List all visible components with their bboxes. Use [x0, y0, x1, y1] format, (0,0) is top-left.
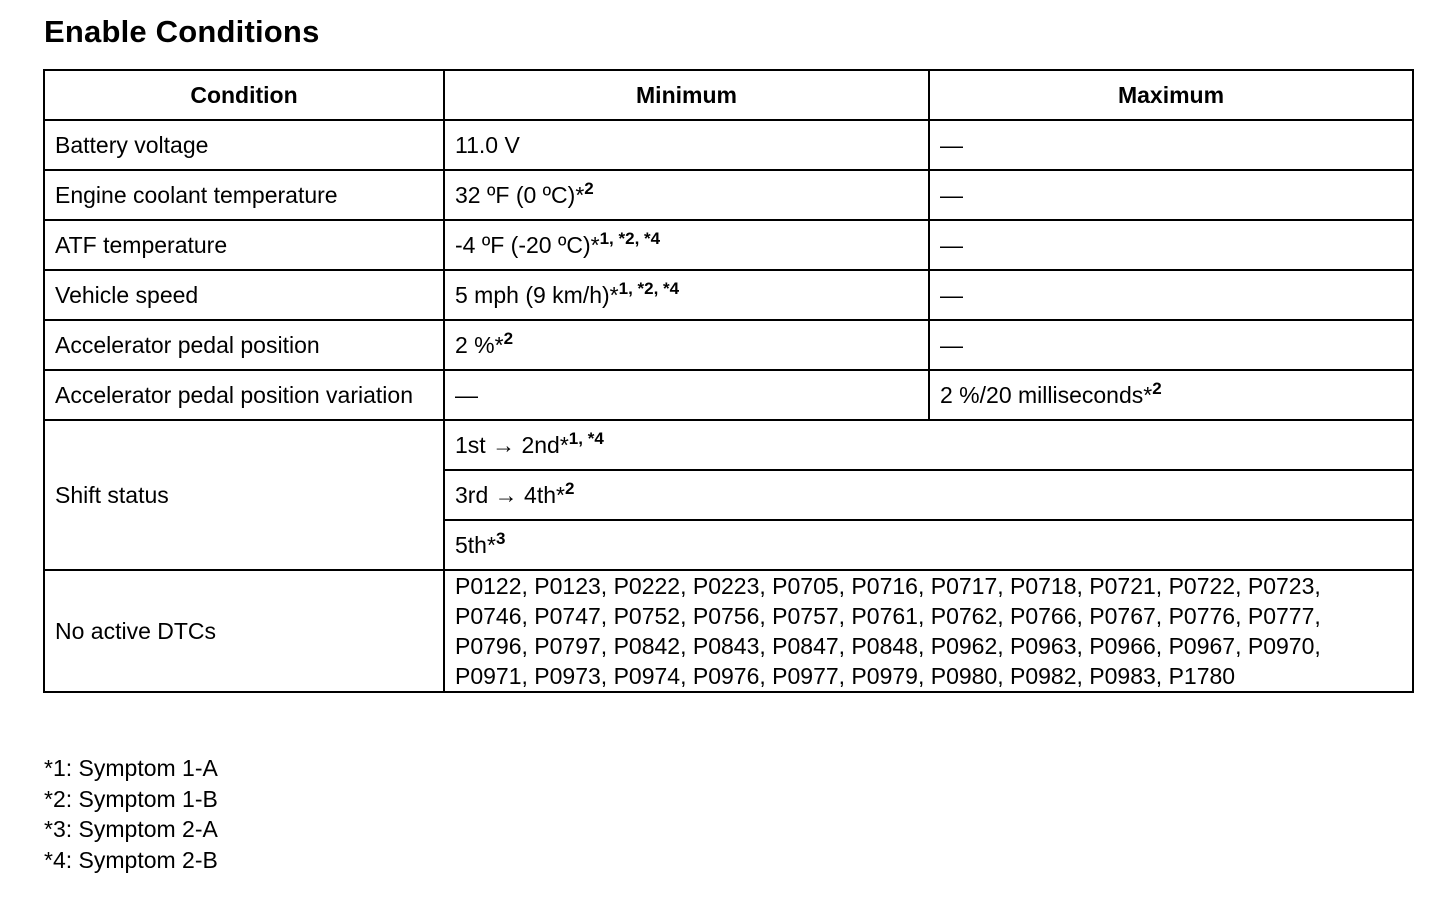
dtc-line: P0122, P0123, P0222, P0223, P0705, P0716, P0717, P0718, P0721, P0722, P0723,	[455, 573, 1321, 599]
footnote-ref: 3	[495, 529, 506, 548]
shift-status-value: 5th*	[455, 532, 496, 558]
footnote: *3: Symptom 2-A	[44, 816, 218, 842]
table-row	[44, 220, 1413, 270]
dtc-line: P0796, P0797, P0842, P0843, P0847, P0848, P0962, P0963, P0966, P0967, P0970,	[455, 633, 1321, 659]
minimum-value: —	[455, 382, 478, 408]
maximum-value: 2 %/20 milliseconds*	[940, 382, 1153, 408]
maximum-cell	[929, 120, 1413, 170]
footnote-ref: 2	[564, 479, 575, 498]
dtc-label: No active DTCs	[44, 570, 444, 692]
dtc-list	[444, 570, 1413, 692]
minimum-cell	[444, 320, 929, 370]
footnote-ref: 2	[503, 329, 514, 348]
shift-status-value: 3rd → 4th*	[455, 482, 565, 508]
table-row	[44, 570, 1413, 692]
minimum-cell	[444, 370, 929, 420]
shift-status-item	[444, 420, 1413, 470]
table-row	[44, 270, 1413, 320]
table-header-row	[44, 70, 1413, 120]
maximum-value: —	[940, 132, 963, 158]
footnote-ref: 2	[584, 179, 594, 198]
minimum-cell	[444, 220, 929, 270]
maximum-cell	[929, 170, 1413, 220]
footnote-ref: 1, *2, *4	[618, 279, 680, 298]
minimum-value: 11.0 V	[455, 132, 520, 158]
shift-status-label: Shift status	[44, 420, 444, 570]
condition-cell: Engine coolant temperature	[44, 170, 444, 220]
table-row	[44, 120, 1413, 170]
page-title: Enable Conditions	[44, 14, 320, 49]
table-row	[44, 370, 1413, 420]
minimum-cell	[444, 270, 929, 320]
footnote: *2: Symptom 1-B	[44, 785, 218, 812]
footnote: *1: Symptom 1-A	[44, 755, 218, 781]
condition-cell: Vehicle speed	[44, 270, 444, 320]
table-row	[44, 420, 1413, 470]
condition-cell: ATF temperature	[44, 220, 444, 270]
footnote: *4: Symptom 2-B	[44, 846, 218, 873]
maximum-value: —	[940, 232, 963, 258]
table-row	[44, 320, 1413, 370]
shift-status-value: 1st → 2nd*	[455, 432, 569, 458]
minimum-cell	[444, 170, 929, 220]
header-condition: Condition	[44, 70, 444, 120]
footnotes	[44, 753, 218, 875]
table-row	[44, 170, 1413, 220]
minimum-value: 5 mph (9 km/h)*	[455, 282, 619, 308]
dtc-line: P0971, P0973, P0974, P0976, P0977, P0979, P0980, P0982, P0983, P1780	[455, 663, 1236, 689]
footnote-ref: 1, *2, *4	[599, 229, 661, 248]
minimum-value: 32 ºF (0 ºC)*	[455, 182, 585, 208]
header-maximum: Maximum	[929, 70, 1413, 120]
header-minimum: Minimum	[444, 70, 929, 120]
maximum-value: —	[940, 182, 963, 208]
enable-conditions-table	[43, 69, 1414, 693]
maximum-cell	[929, 270, 1413, 320]
shift-status-item	[444, 470, 1413, 520]
footnote-ref: 1, *4	[568, 429, 604, 448]
footnote-ref: 2	[1152, 379, 1162, 398]
maximum-cell	[929, 320, 1413, 370]
condition-cell: Accelerator pedal position variation	[44, 370, 444, 420]
condition-cell: Accelerator pedal position	[44, 320, 444, 370]
minimum-cell	[444, 120, 929, 170]
maximum-value: —	[940, 282, 963, 308]
minimum-value: -4 ºF (-20 ºC)*	[455, 232, 600, 258]
maximum-value: —	[940, 332, 963, 358]
condition-cell: Battery voltage	[44, 120, 444, 170]
dtc-line: P0746, P0747, P0752, P0756, P0757, P0761, P0762, P0766, P0767, P0776, P0777,	[455, 603, 1321, 629]
shift-status-item	[444, 520, 1413, 570]
minimum-value: 2 %*	[455, 332, 504, 358]
maximum-cell	[929, 370, 1413, 420]
maximum-cell	[929, 220, 1413, 270]
